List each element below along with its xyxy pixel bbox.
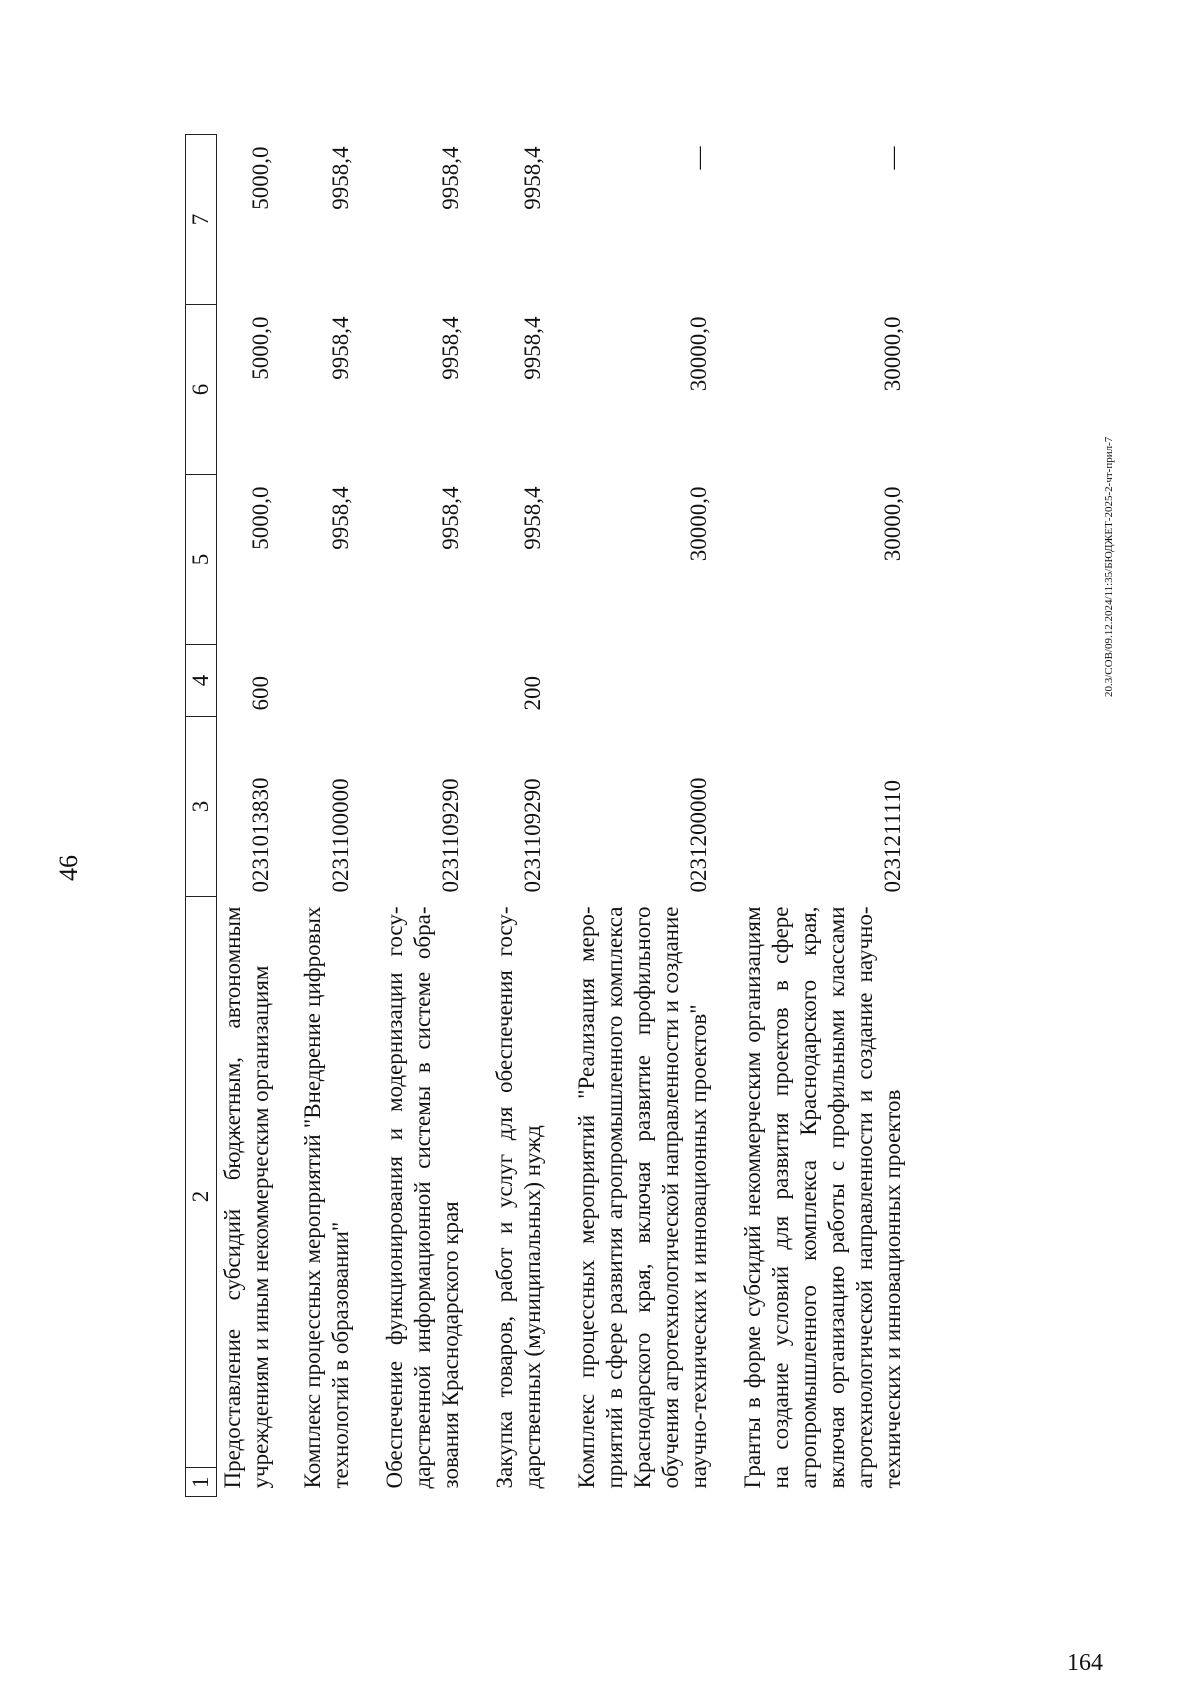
- row-amount-col7: 5000,0: [248, 146, 273, 210]
- row-name: Закупка товаров, работ и услуг для обеспечения государственных (муниципальных) нужд: [492, 906, 545, 1489]
- row-amount-col5: 30000,0: [880, 486, 905, 562]
- header-col-4: 4: [186, 645, 217, 717]
- row-vr: 600: [248, 676, 273, 711]
- row-code: 0231109290: [520, 778, 545, 893]
- table-row: [299, 135, 379, 1497]
- header-col-6: 6: [186, 305, 217, 475]
- sheet-number: 164: [1067, 1650, 1103, 1676]
- row-code: 0231211110: [880, 780, 905, 893]
- header-col-3: 3: [186, 717, 217, 897]
- row-amount-col5: 5000,0: [248, 486, 273, 550]
- header-divider: [186, 1467, 216, 1468]
- header-col-7: 7: [186, 135, 217, 305]
- row-vr: [737, 645, 931, 717]
- header-col-5: 5: [186, 475, 217, 645]
- row-amount-col6: 9958,4: [438, 316, 463, 380]
- row-vr: [379, 645, 489, 717]
- table-header-row: [186, 135, 217, 1497]
- row-amount-col7: —: [880, 146, 905, 170]
- row-code: 0231013830: [248, 777, 273, 893]
- row-vr: [299, 645, 379, 717]
- row-amount-col7: 9958,4: [328, 146, 353, 210]
- row-amount-col5: 9958,4: [328, 486, 353, 550]
- document-footer-code: 20.3/СОВ/09.12.2024/11:35/БЮДЖЕТ-2025-2-чт-прил-7: [1103, 436, 1115, 697]
- table-body: [217, 135, 932, 1497]
- row-amount-col6: 9958,4: [520, 316, 545, 380]
- row-amount-col6: 30000,0: [880, 316, 905, 392]
- row-amount-col7: —: [686, 146, 711, 170]
- row-amount-col6: 9958,4: [328, 316, 353, 380]
- header-col-1: 1: [188, 1476, 213, 1488]
- row-amount-col7: 9958,4: [438, 146, 463, 210]
- row-amount-col5: 9958,4: [438, 486, 463, 550]
- table-row: [379, 135, 489, 1497]
- row-amount-col6: 30000,0: [686, 316, 711, 392]
- table-row: [217, 135, 300, 1497]
- page-number: 46: [54, 855, 83, 881]
- row-code: 0231200000: [686, 777, 711, 893]
- row-code: 0231100000: [328, 778, 353, 893]
- budget-table: [185, 134, 931, 1497]
- table-row: [571, 135, 737, 1497]
- row-name: Комплекс процессных мероприятий "Внедрение цифровых технологий в образовании": [300, 906, 353, 1489]
- row-name: Комплекс процессных мероприятий "Реализация мероприятий в сфере развития агропромышленного комплекса Краснодарского края, включая развитие профильного обучения агротехнологической направленности и создание научно-технических и инновационных проектов": [574, 906, 711, 1489]
- header-col-2: 2 1: [186, 897, 217, 1497]
- row-amount-col5: 9958,4: [520, 486, 545, 550]
- row-amount-col7: 9958,4: [520, 146, 545, 210]
- table-row: [489, 135, 571, 1497]
- row-vr: [571, 645, 737, 717]
- row-code: 0231109290: [438, 778, 463, 893]
- row-amount-col5: 30000,0: [686, 486, 711, 562]
- row-name: Предоставление субсидий бюджетным, автономным учреждениям и иным некоммерческим организациям: [220, 906, 273, 1489]
- row-amount-col6: 5000,0: [248, 316, 273, 380]
- table-row: [737, 135, 931, 1497]
- row-vr: 200: [520, 676, 545, 711]
- row-name: Обеспечение функционирования и модернизации государственной информационной системы в системе образования Краснодарского края: [382, 906, 463, 1489]
- row-name: Гранты в форме субсидий некоммерческим организациям на создание условий для развития проектов в сфере агропромышленного комплекса Краснодарского края, включая организацию работы с профильными классами агротехнологической направленности и создание научно-технических и инновационных проектов: [740, 906, 905, 1489]
